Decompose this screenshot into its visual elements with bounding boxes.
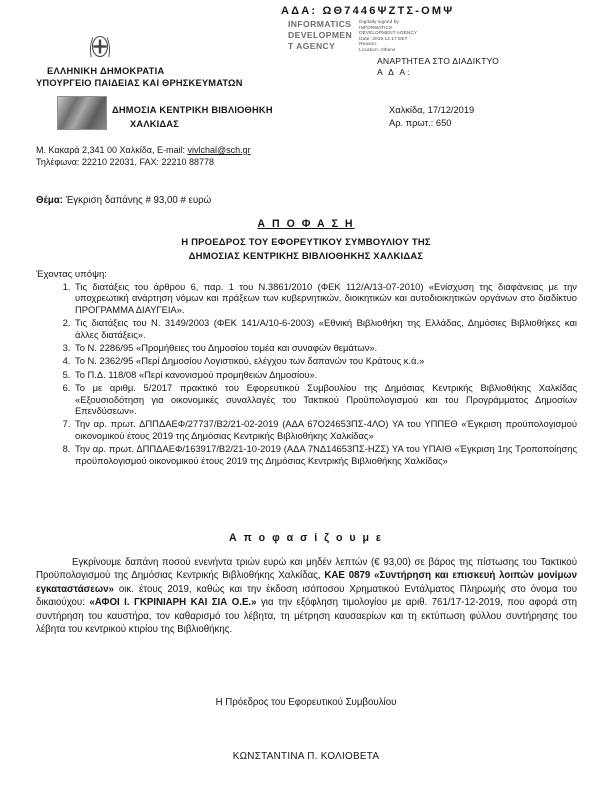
phones-line: Τηλέφωνα: 22210 22031, FAX: 22210 88778 (36, 157, 215, 167)
body-text: οικ. έτους 2019, καθώς και την έκδοση ισόποσου Χρηματικού Εντάλματος Πληρωμής στο όνομα του δικαιούχου: (36, 583, 577, 609)
body-text: για την εξόφληση τιμολογίου με αριθ. 761/17-12-2019, που αφορά στη συντήρηση του καυστήρα, τον καθαρισμό του λέβητα, τη μέτρηση καυσαερίων και τη εκτύπωση φύλλου συντήρησης του λέβητα του κεντρικού κτιρίου της Βιβλιοθήκης. (36, 597, 577, 636)
subject-line (36, 195, 581, 206)
signoff-role: Η Πρόεδρος του Εφορευτικού Συμβουλίου (215, 697, 397, 708)
signature-detail-line: INFORMATICS (359, 24, 393, 30)
decision-body-paragraph (36, 556, 577, 636)
signature-agency-line: T AGENCY (288, 41, 336, 51)
having-regard-label: Έχοντας υπόψη: (36, 269, 107, 280)
anartitea-label: ΑΝΑΡΤΗΤΕΑ ΣΤΟ ΔΙΑΔΙΚΤΥΟ (377, 56, 499, 66)
signature-detail-line: Location: Athens (359, 46, 396, 52)
legal-reference-item: 8. Την αρ. πρωτ. ΔΠΠΔΑΕΦ/163917/Β2/21-10-2019 (ΑΔΑ 7ΝΔ14653ΠΣ-ΗΖΣ) ΥΑ του ΥΠΑΙΘ «Έγκριση 1ης Τροποποίησης προϋπολογισμού οικονομικού έτους 2019 της Δημόσιας Κεντρικής Βιβλιοθήκης Χαλκίδας» (73, 443, 577, 466)
signature-detail-line: Reason: (359, 41, 378, 47)
hellenic-republic-label: ΕΛΛΗΝΙΚΗ ΔΗΜΟΚΡΑΤΙΑ (47, 66, 165, 76)
decision-title-text: Α Π Ο Φ Α Σ Η (257, 218, 355, 230)
decision-subtitle-2: ΔΗΜΟΣΙΑΣ ΚΕΝΤΡΙΚΗΣ ΒΙΒΛΙΟΘΗΚΗΣ ΧΑΛΚΙΔΑΣ (188, 251, 424, 262)
signature-agency-line: INFORMATICS (288, 19, 352, 29)
decision-title (0, 218, 612, 230)
library-name-line1: ΔΗΜΟΣΙΑ ΚΕΝΤΡΙΚΗ ΒΙΒΛΙΟΘΗΚΗ (112, 105, 273, 115)
legal-reference-item: 4. Το Ν. 2362/95 «Περί Δημοσίου Λογιστικού, ελέγχου των δαπανών του Κράτους κ.ά.» (73, 355, 577, 366)
address-line (36, 145, 251, 155)
signature-detail-line: DEVELOPMENT AGENCY (359, 30, 418, 36)
ada-field-label: Α Δ Α: (377, 67, 412, 77)
subject-label: Θέμα: (36, 195, 64, 206)
body-text: Εγκρίνουμε δαπάνη ποσού ενενήντα τριών ευρώ και μηδέν λεπτών (€ 93,00) σε βάρος της πίστωσης του Τακτικού Προϋπολογισμού της Δημόσιας Κεντρικής Βιβλιοθήκης Χαλκίδας, (36, 557, 577, 582)
legal-reference-item: 5. Το Π.Δ. 118/08 «Περί κανονισμού προμηθειών Δημοσίου». (73, 369, 577, 380)
subject-text: Έγκριση δαπάνης # 93,00 # ευρώ (63, 195, 212, 206)
signoff-name: ΚΩΝΣΤΑΝΤΙΝΑ Π. ΚΟΛΙΟΒΕΤΑ (232, 751, 380, 762)
library-name-line2: ΧΑΛΚΙΔΑΣ (130, 119, 179, 129)
ministry-label: ΥΠΟΥΡΓΕΙΟ ΠΑΙΔΕΙΑΣ ΚΑΙ ΘΡΗΣΚΕΥΜΑΤΩΝ (36, 78, 243, 88)
city-and-date: Χαλκίδα, 17/12/2019 (389, 105, 475, 115)
legal-reference-item: 6. Το με αριθμ. 5/2017 πρακτικό του Εφορευτικού Συμβουλίου της Δημόσιας Κεντρικής Βιβλιοθήκης Χαλκίδας «Εξουσιοδότηση για οικονομικές συναλλαγές του Τακτικού Προϋπολογισμού και του Προγράμματος Δημοσίων Επενδύσεων». (73, 382, 577, 416)
signature-detail-line: Date: 2019.12.17 EET (359, 35, 408, 41)
legal-reference-item: 3. Το Ν. 2286/95 «Προμήθειες του Δημοσίου τομέα και συναφών θεμάτων». (73, 342, 577, 353)
body-kae-bold: ΚΑΕ 0879 «Συντήρηση και επισκευή λοιπών μονίμων εγκαταστάσεων» (36, 570, 577, 595)
greek-state-emblem-icon (88, 32, 112, 61)
protocol-number: Αρ. πρωτ.: 650 (389, 118, 452, 128)
legal-references-list (36, 281, 577, 468)
legal-reference-item: 7. Την αρ. πρωτ. ΔΠΠΔΑΕΦ/27737/Β2/21-02-2019 (ΑΔΑ 67Ο24653ΠΣ-4ΛΟ) ΥΑ του ΥΠΠΕΘ «Έγκριση προϋπολογισμού οικονομικού έτους 2019 της Δημόσιας Κεντρικής Βιβλιοθήκης Χαλκίδας» (73, 418, 577, 441)
email-link[interactable]: vivlchal@sch.gr (187, 145, 251, 155)
legal-reference-item: 2. Τις διατάξεις του Ν. 3149/2003 (ΦΕΚ 141/Α/10-6-2003) «Εθνική Βιβλιοθήκη της Ελλάδας, Δημόσιες Βιβλιοθήκες και άλλες διατάξεις». (73, 317, 577, 340)
address-text: Μ. Κακαρά 2,341 00 Χαλκίδα, E-mail: (36, 145, 188, 155)
signature-agency-line: DEVELOPMEN (288, 30, 353, 40)
signature-detail-line: Digitally signed by (359, 19, 399, 24)
body-beneficiary-bold: «ΑΦΟΙ Ι. ΓΚΡΙΝΙΑΡΗ ΚΑΙ ΣΙΑ Ο.Ε.» (89, 597, 257, 609)
decision-subtitle-1: Η ΠΡΟΕΔΡΟΣ ΤΟΥ ΕΦΟΡΕΥΤΙΚΟΥ ΣΥΜΒΟΥΛΙΟΥ ΤΗΣ (181, 237, 431, 248)
library-logo-image (57, 96, 107, 130)
signature-agency-text (288, 19, 352, 52)
digital-signature-stamp (288, 19, 417, 53)
ada-code: ΑΔΑ: ΩΘ7446ΨΖΤΣ-ΟΜΨ (281, 5, 455, 17)
signature-details-text (359, 19, 417, 53)
decide-heading: Α π ο φ α σ ί ζ ο υ μ ε (229, 532, 383, 544)
legal-reference-item: 1. Τις διατάξεις του άρθρου 6, παρ. 1 του Ν.3861/2010 (ΦΕΚ 112/Α/13-07-2010) «Ενίσχυση της διαφάνειας με την υποχρεωτική ανάρτηση νόμων και πράξεων των κυβερνητικών, διοικητικών και αυτοδιοικητικών οργάνων στο διαδίκτυο ΠΡΟΓΡΑΜΜΑ ΔΙΑΥΓΕΙΑ». (73, 281, 577, 315)
